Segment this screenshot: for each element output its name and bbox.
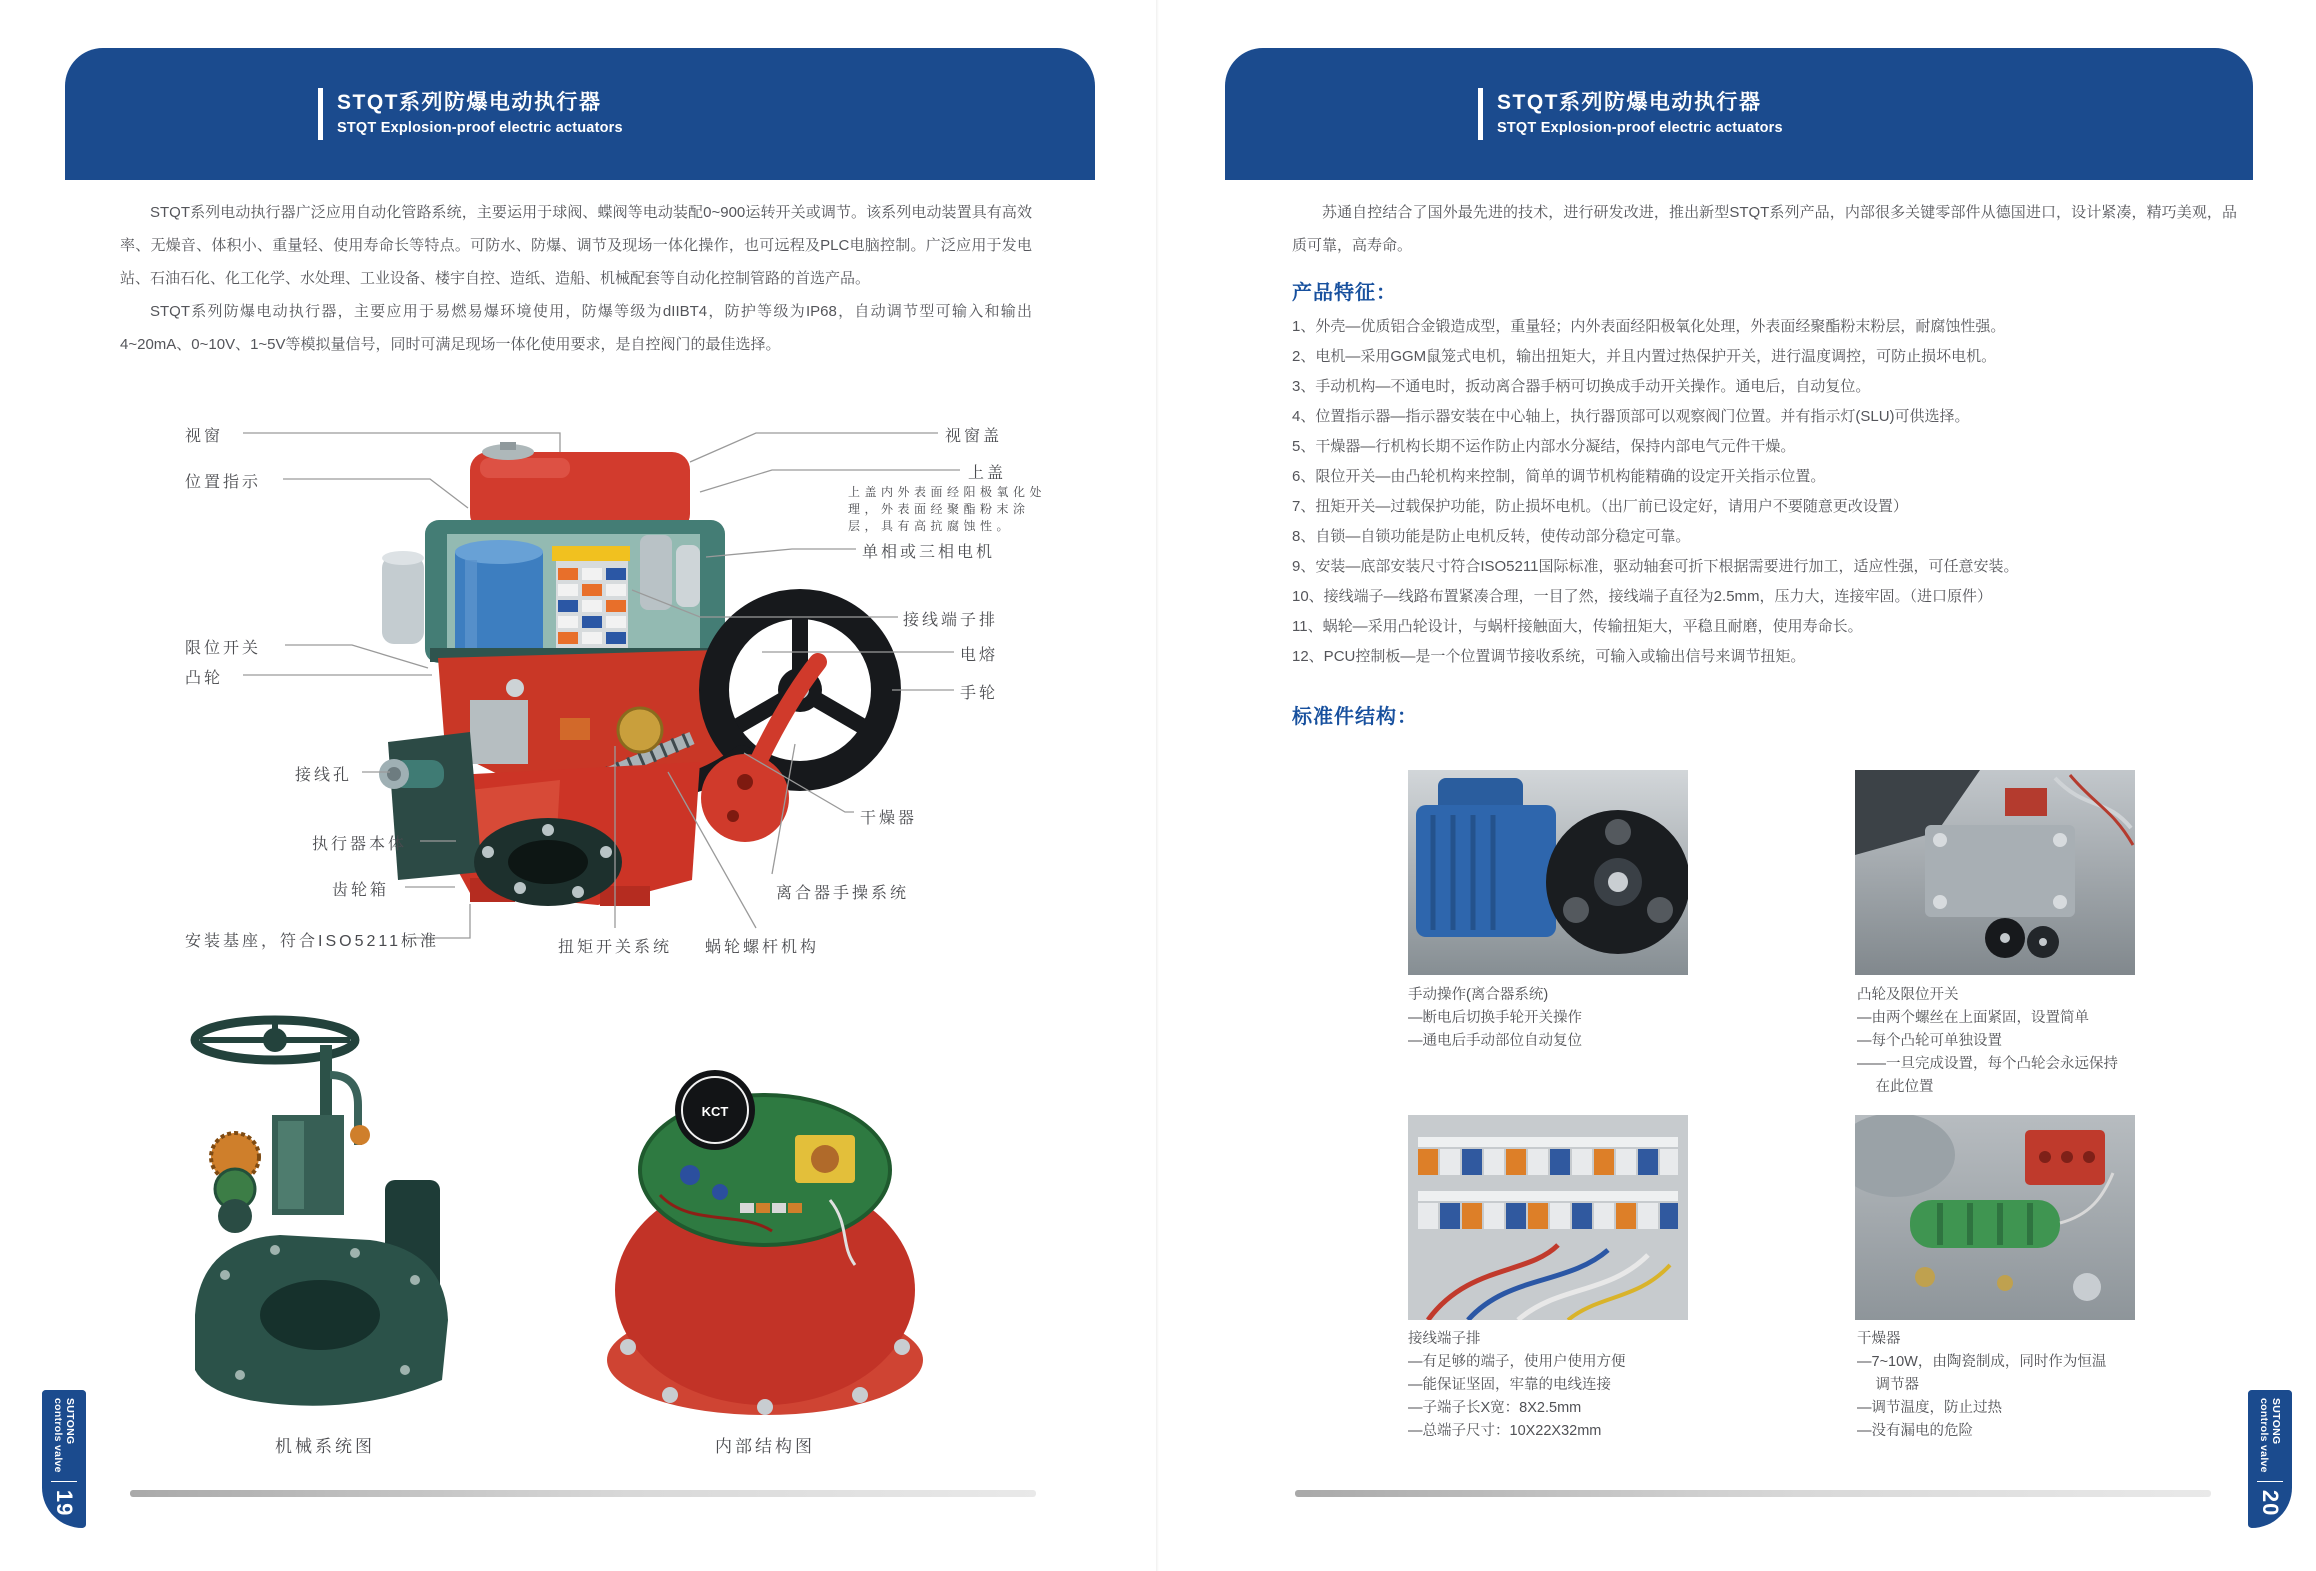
label-torque-switch-system: 扭矩开关系统 <box>558 939 673 956</box>
page-number: 20 <box>2258 1489 2283 1517</box>
feature-item: 12、PCU控制板—是一个位置调节接收系统，可输入或输出信号来调节扭矩。 <box>1292 648 1806 665</box>
part-line: —总端子尺寸：10X22X32mm <box>1408 1423 1602 1439</box>
header-text <box>1497 86 1783 136</box>
part-line: —能保证坚固，牢靠的电线连接 <box>1408 1377 1611 1393</box>
page-tab <box>2248 1390 2292 1528</box>
label-fuse: 电熔 <box>960 647 999 664</box>
label-gearbox: 齿轮箱 <box>332 882 390 899</box>
label-clutch-manual-system: 离合器手操系统 <box>776 885 910 902</box>
intro-paragraph: STQT系列电动执行器广泛应用自动化管路系统，主要运用于球阀、蝶阀等电动装配0~900运转开关或调节。该系列电动装置具有高效率、无燥音、体积小、重量轻、使用寿命长等特点。可防水、防爆、调节及现场一体化操作，也可远程及PLC电脑控制。广泛应用于发电站、石油石化、化工化学、水处理、工业设备、楼宇自控、造纸、造船、机械配套等自动化控制管路的首选产品。 <box>120 204 1032 287</box>
page-number: 19 <box>52 1489 77 1517</box>
label-terminal-block: 接线端子排 <box>903 612 999 629</box>
part-line: —调节温度，防止过热 <box>1857 1400 2002 1416</box>
part-line: 在此位置 <box>1857 1079 1934 1095</box>
part-line: —有足够的端子，使用户使用方便 <box>1408 1354 1626 1370</box>
feature-item: 3、手动机构—不通电时，扳动离合器手柄可切换成手动开关操作。通电后，自动复位。 <box>1292 378 1871 395</box>
label-cam: 凸轮 <box>185 670 224 687</box>
badge-label: KCT <box>701 1104 729 1119</box>
brand-label: SUTONG controls valve <box>52 1398 76 1473</box>
standard-parts-heading: 标准件结构： <box>1292 706 1418 728</box>
part-title: 手动操作(离合器系统) <box>1408 987 1549 1003</box>
label-top-cover: 上盖 <box>968 465 1007 482</box>
tab-separator <box>51 1481 77 1482</box>
part-line: —由两个螺丝在上面紧固，设置简单 <box>1857 1010 2089 1026</box>
intro-paragraph: 苏通自控结合了国外最先进的技术，进行研发改进，推出新型STQT系列产品，内部很多关键零部件从德国进口，设计紧凑，精巧美观，品质可靠，高寿命。 <box>1292 204 2237 254</box>
photo-terminal-strip <box>1408 1115 1688 1320</box>
feature-item: 4、位置指示器—指示器安装在中心轴上，执行器顶部可以观察阀门位置。并有指示灯(SLU)可供选择。 <box>1292 408 1970 425</box>
feature-item: 11、蜗轮—采用凸轮设计，与蜗杆接触面大，传输扭矩大，平稳且耐磨，使用寿命长。 <box>1292 618 1863 635</box>
photo-manual-operation <box>1408 770 1688 975</box>
footer-divider <box>130 1490 1036 1497</box>
part-caption <box>1408 984 1728 1053</box>
tab-separator <box>2257 1481 2283 1482</box>
part-line: —断电后切换手轮开关操作 <box>1408 1010 1582 1026</box>
label-mounting-base: 安装基座，符合ISO5211标准 <box>185 933 439 950</box>
page-subtitle: STQT Explosion-proof electric actuators <box>337 120 623 136</box>
photo-cam-limit-switch <box>1855 770 2135 975</box>
part-title: 接线端子排 <box>1408 1331 1481 1347</box>
feature-item: 2、电机—采用GGM鼠笼式电机，输出扭矩大，并且内置过热保护开关，进行温度调控，可防止损坏电机。 <box>1292 348 1997 365</box>
feature-item: 1、外壳—优质铝合金锻造成型，重量轻；内外表面经阳极氧化处理，外表面经聚酯粉末粉层，耐腐蚀性强。 <box>1292 318 2006 335</box>
feature-item: 8、自锁—自锁功能是防止电机反转，使传动部分稳定可靠。 <box>1292 528 1691 545</box>
label-sight-window-cover: 视窗盖 <box>945 428 1003 445</box>
part-line: 调节器 <box>1857 1377 1920 1393</box>
photo-dryer <box>1855 1115 2135 1320</box>
label-wiring-hole: 接线孔 <box>295 767 353 784</box>
label-handwheel: 手轮 <box>960 685 999 702</box>
figure-caption: 机械系统图 <box>275 1437 375 1456</box>
page-right <box>1158 0 2316 1571</box>
part-caption <box>1408 1328 1728 1443</box>
page-title: STQT系列防爆电动执行器 <box>1497 91 1762 114</box>
part-line: —7~10W，由陶瓷制成，同时作为恒温 <box>1857 1354 2107 1370</box>
figure-mechanical-system <box>180 985 470 1425</box>
feature-item: 5、干燥器—行机构长期不运作防止内部水分凝结，保持内部电气元件干燥。 <box>1292 438 1796 455</box>
page-gap <box>1156 0 1159 1571</box>
part-line: ——一旦完成设置，每个凸轮会永远保持 <box>1857 1056 2118 1072</box>
part-line: —子端子长X宽：8X2.5mm <box>1408 1400 1582 1416</box>
part-line: —通电后手动部位自动复位 <box>1408 1033 1582 1049</box>
feature-item: 10、接线端子—线路布置紧凑合理，一目了然，接线端子直径为2.5mm，压力大，连接牢固。（进口原件） <box>1292 588 1993 605</box>
page-subtitle: STQT Explosion-proof electric actuators <box>1497 120 1783 136</box>
feature-item: 9、安装—底部安装尺寸符合ISO5211国际标准，驱动轴套可折下根据需要进行加工，适应性强，可任意安装。 <box>1292 558 2019 575</box>
label-sight-window: 视窗 <box>185 428 224 445</box>
label-worm-screw-mechanism: 蜗轮螺杆机构 <box>705 939 820 956</box>
label-motor: 单相或三相电机 <box>862 544 996 561</box>
footer-divider <box>1295 1490 2211 1497</box>
features-heading: 产品特征： <box>1292 282 1397 304</box>
feature-item: 6、限位开关—由凸轮机构来控制，简单的调节机构能精确的设定开关指示位置。 <box>1292 468 1826 485</box>
intro-text <box>1292 196 2237 262</box>
part-caption <box>1857 1328 2197 1443</box>
intro-paragraph: STQT系列防爆电动执行器，主要应用于易燃易爆环境使用，防爆等级为dIIBT4，防护等级为IP68，自动调节型可输入和输出4~20mA、0~10V、1~5V等模拟量信号，同时可满足现场一体化使用要求，是自控阀门的最佳选择。 <box>120 303 1032 353</box>
label-dryer: 干燥器 <box>860 810 918 827</box>
part-title: 凸轮及限位开关 <box>1857 987 1959 1003</box>
page-header <box>1225 48 2253 180</box>
page-tab <box>42 1390 86 1528</box>
part-caption <box>1857 984 2197 1099</box>
part-line: —没有漏电的危险 <box>1857 1423 1973 1439</box>
label-actuator-body: 执行器本体 <box>312 836 408 853</box>
figure-caption: 内部结构图 <box>715 1437 815 1456</box>
part-line: —每个凸轮可单独设置 <box>1857 1033 2002 1049</box>
feature-item: 7、扭矩开关—过载保护功能，防止损坏电机。（出厂前已设定好，请用户不要随意更改设置） <box>1292 498 1908 515</box>
top-cover-note: 上盖内外表面经阳极氧化处理，外表面经聚酯粉末涂层，具有高抗腐蚀性。 <box>848 485 1047 533</box>
brand-label: SUTONG controls valve <box>2258 1398 2282 1473</box>
label-position-indicator: 位置指示 <box>185 474 262 491</box>
part-title: 干燥器 <box>1857 1331 1901 1347</box>
header-divider-bar <box>1478 88 1483 140</box>
figure-internal-structure <box>600 995 930 1425</box>
page-title: STQT系列防爆电动执行器 <box>337 91 602 114</box>
label-limit-switch: 限位开关 <box>185 640 262 657</box>
features-list <box>1292 312 2252 672</box>
